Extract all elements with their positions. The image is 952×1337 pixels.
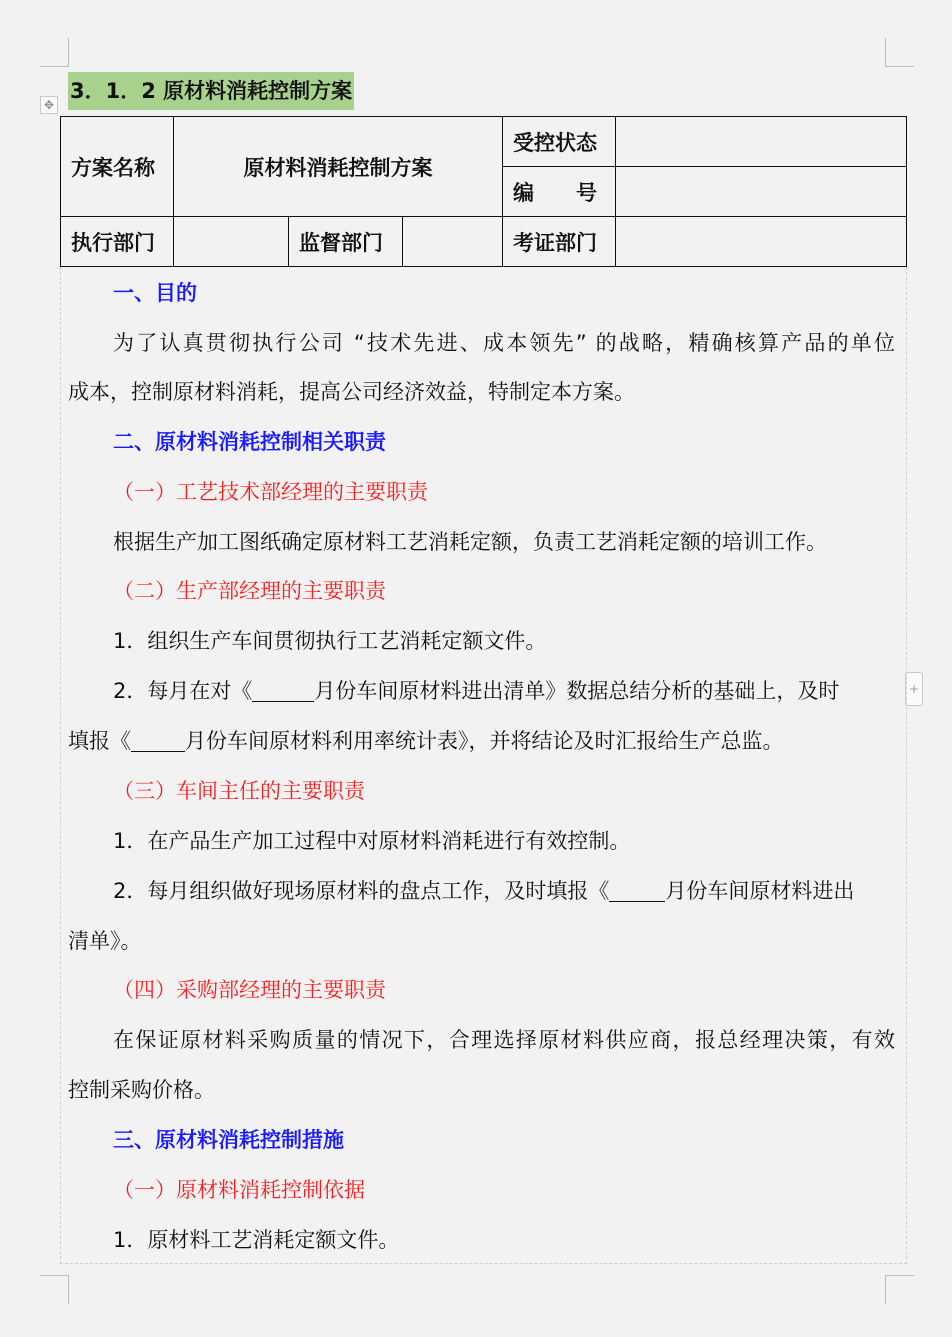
exec-dept-label: 执行部门 bbox=[61, 217, 174, 267]
table-move-handle-icon[interactable]: ✥ bbox=[40, 96, 58, 114]
paragraph-line: 1．组织生产车间贯彻执行工艺消耗定额文件。 bbox=[113, 629, 547, 653]
text-segment: 月份车间原材料进出 bbox=[665, 879, 855, 903]
number-value[interactable] bbox=[616, 167, 907, 217]
text-segment: 2．每月组织做好现场原材料的盘点工作，及时填报《 bbox=[113, 879, 610, 903]
supervise-dept-value[interactable] bbox=[403, 217, 503, 267]
subsection-title: （一）工艺技术部经理的主要职责 bbox=[113, 480, 428, 504]
page-corner-mark bbox=[885, 38, 914, 67]
section-heading: 3．1．2 原材料消耗控制方案 bbox=[68, 72, 354, 110]
subsection-title: （三）车间主任的主要职责 bbox=[113, 779, 365, 803]
subsection-title: （一）原材料消耗控制依据 bbox=[113, 1178, 365, 1202]
paragraph-line: 1．在产品生产加工过程中对原材料消耗进行有效控制。 bbox=[113, 829, 631, 853]
control-status-label: 受控状态 bbox=[503, 117, 616, 167]
control-status-value[interactable] bbox=[616, 117, 907, 167]
text-segment: 填报《 bbox=[68, 729, 131, 753]
add-column-button[interactable]: + bbox=[905, 672, 923, 706]
text-segment: 月份车间原材料利用率统计表》，并将结论及时汇报给生产总监。 bbox=[185, 729, 784, 753]
paragraph-line: 1．原材料工艺消耗定额文件。 bbox=[113, 1228, 400, 1252]
scheme-name-value[interactable]: 原材料消耗控制方案 bbox=[174, 117, 503, 217]
number-label: 编 号 bbox=[503, 167, 616, 217]
page-corner-mark bbox=[40, 38, 69, 67]
text-segment: 2．每月在对《 bbox=[113, 679, 253, 703]
paragraph-line bbox=[68, 716, 895, 766]
section-title-measures: 三、原材料消耗控制措施 bbox=[113, 1128, 344, 1152]
supervise-dept-label: 监督部门 bbox=[289, 217, 403, 267]
fill-in-blank[interactable] bbox=[609, 879, 665, 902]
paragraph-line: 根据生产加工图纸确定原材料工艺消耗定额，负责工艺消耗定额的培训工作。 bbox=[113, 530, 827, 554]
exec-dept-value[interactable] bbox=[174, 217, 289, 267]
section-title-purpose: 一、目的 bbox=[113, 281, 197, 305]
text-segment: 月份车间原材料进出清单》数据总结分析的基础上，及时 bbox=[314, 679, 840, 703]
paragraph-line bbox=[68, 866, 895, 916]
fill-in-blank[interactable] bbox=[252, 679, 314, 702]
scheme-name-label: 方案名称 bbox=[61, 117, 174, 217]
verify-dept-value[interactable] bbox=[616, 217, 907, 267]
paragraph-line: 成本，控制原材料消耗，提高公司经济效益，特制定本方案。 bbox=[68, 380, 635, 404]
subsection-title: （二）生产部经理的主要职责 bbox=[113, 579, 386, 603]
paragraph-line: 清单》。 bbox=[68, 929, 142, 953]
paragraph-line: 在保证原材料采购质量的情况下，合理选择原材料供应商，报总经理决策，有效 bbox=[113, 1028, 895, 1052]
verify-dept-label: 考证部门 bbox=[503, 217, 616, 267]
fill-in-blank[interactable] bbox=[131, 729, 185, 752]
page-corner-mark bbox=[885, 1275, 914, 1304]
paragraph-line: 为了认真贯彻执行公司 “技术先进、成本领先” 的战略，精确核算产品的单位 bbox=[113, 331, 895, 355]
scheme-info-table bbox=[60, 116, 907, 267]
subsection-title: （四）采购部经理的主要职责 bbox=[113, 978, 386, 1002]
paragraph-line bbox=[68, 666, 895, 716]
paragraph-line: 控制采购价格。 bbox=[68, 1078, 215, 1102]
page-corner-mark bbox=[40, 1275, 69, 1304]
section-title-responsibilities: 二、原材料消耗控制相关职责 bbox=[113, 430, 386, 454]
